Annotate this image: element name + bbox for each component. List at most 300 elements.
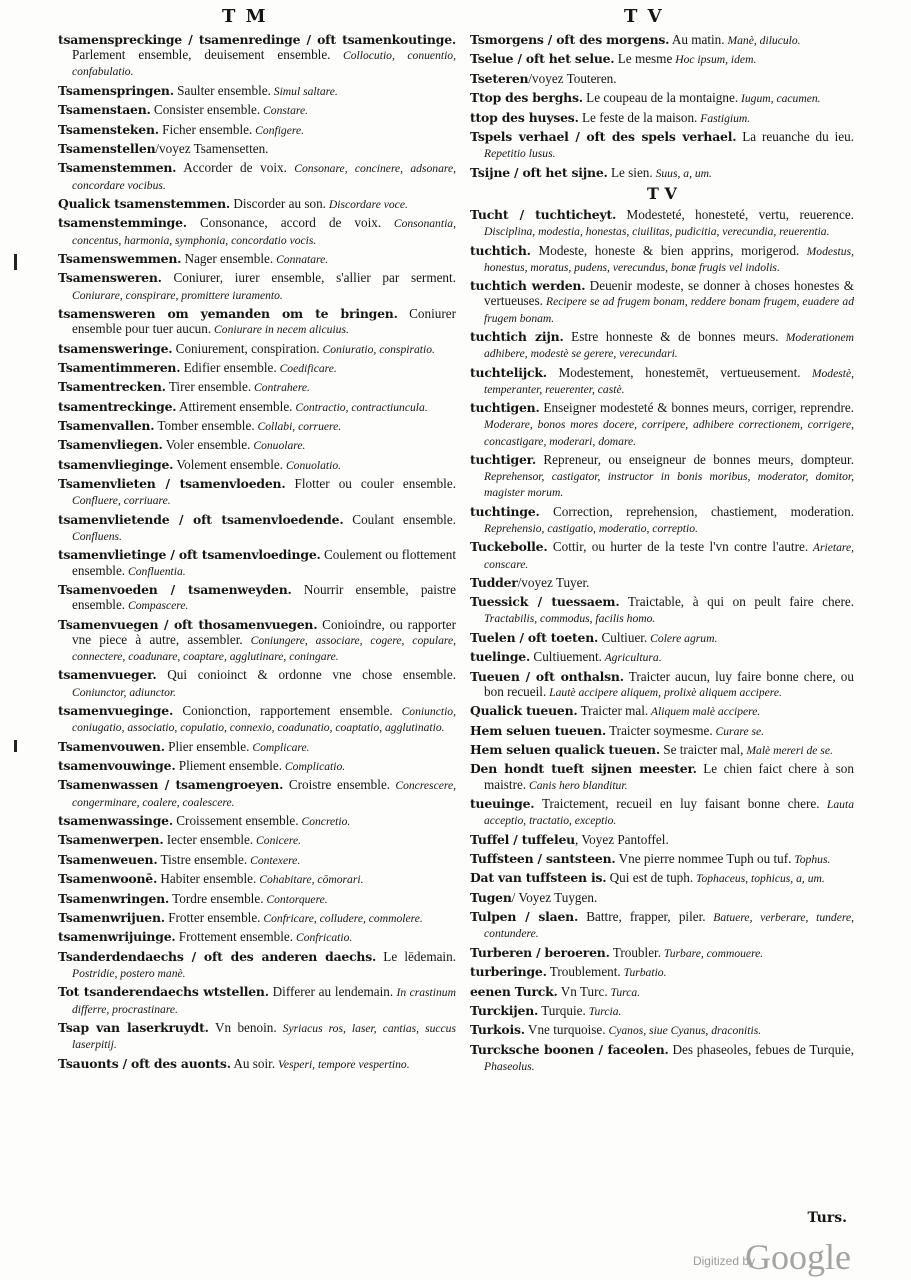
entry-headword: Tsamentrecken. bbox=[58, 379, 166, 395]
entry-latin-gloss: Turcia. bbox=[585, 1004, 622, 1018]
entry-french-gloss: /voyez Tuyer. bbox=[517, 574, 590, 590]
entry-french-gloss: Conioindre, ou rapporter vne piece à autre, assembler. bbox=[72, 616, 456, 647]
dictionary-entry bbox=[58, 83, 456, 99]
dictionary-entry bbox=[470, 890, 854, 906]
entry-headword: Tsamenwringen. bbox=[58, 890, 170, 906]
entry-headword: Tspels verhael / oft des spels verhael. bbox=[470, 128, 737, 144]
entry-french-gloss: Le feste de la maison. bbox=[578, 109, 698, 125]
entry-french-gloss: Cottir, ou hurter de la teste l'vn contre l'autre. bbox=[547, 539, 809, 555]
dictionary-entry bbox=[58, 196, 456, 212]
entry-headword: Tsamensteken. bbox=[58, 121, 159, 137]
entry-french-gloss: Conionction, rapportement ensemble. bbox=[173, 703, 393, 719]
entry-french-gloss: Coniurer ensemble pour tuer aucun. bbox=[72, 305, 456, 337]
dictionary-entry bbox=[58, 270, 456, 302]
entry-headword: tsamenvlietende / oft tsamenvloedende. bbox=[58, 511, 344, 527]
entry-french-gloss: Au matin. bbox=[669, 32, 725, 47]
entry-headword: tsamenvueginge. bbox=[58, 703, 174, 719]
entry-latin-gloss: Discordare voce. bbox=[325, 197, 408, 211]
entry-latin-gloss: Coniunctor, adiunctor. bbox=[72, 685, 177, 699]
entry-latin-gloss: Agricultura. bbox=[601, 651, 662, 665]
entry-latin-gloss: Tophus. bbox=[791, 853, 831, 866]
dictionary-entry bbox=[58, 457, 456, 473]
entry-latin-gloss: Configere. bbox=[252, 123, 305, 137]
dictionary-entry bbox=[58, 476, 456, 508]
entry-french-gloss: Modeste, honeste & bien apprins, morigerod. bbox=[530, 242, 800, 258]
entry-french-gloss: Nourrir ensemble, paistre ensemble. bbox=[72, 582, 456, 613]
dictionary-entry bbox=[58, 871, 456, 887]
entry-french-gloss: Nager ensemble. bbox=[181, 250, 274, 266]
margin-mark bbox=[14, 740, 17, 752]
entry-latin-gloss: Phaseolus. bbox=[484, 1059, 535, 1073]
dictionary-entry bbox=[470, 365, 854, 397]
dictionary-entry bbox=[58, 122, 456, 138]
dictionary-entry bbox=[470, 870, 854, 886]
dictionary-entry bbox=[58, 102, 456, 118]
dictionary-entry bbox=[470, 165, 854, 181]
entry-french-gloss: Ficher ensemble. bbox=[158, 121, 253, 137]
entry-headword: turberinge. bbox=[470, 964, 547, 980]
entry-headword: Den hondt tueft sijnen meester. bbox=[470, 761, 697, 777]
entry-headword: Tsamenweuen. bbox=[58, 851, 158, 867]
entry-french-gloss: Le sien. bbox=[607, 164, 653, 180]
entry-latin-gloss: Iugum, cacumen. bbox=[738, 92, 821, 106]
entry-headword: Tulpen / slaen. bbox=[470, 909, 579, 925]
dictionary-entry bbox=[470, 129, 854, 161]
entry-headword: Tsamenvliegen. bbox=[58, 437, 163, 453]
entry-latin-gloss: Disciplina, modestia, honestas, ciuilitas, pudicitia, verecundia, reuerentia. bbox=[484, 225, 830, 239]
dictionary-entry bbox=[470, 400, 854, 449]
entry-headword: Tsamenstaen. bbox=[58, 102, 151, 118]
entry-headword: Tsamenspringen. bbox=[58, 82, 174, 98]
entry-latin-gloss: Coedificare. bbox=[276, 361, 337, 375]
entry-latin-gloss: Contorquere. bbox=[263, 892, 328, 906]
entry-headword: Tsamenvoeden / tsamenweyden. bbox=[58, 582, 292, 598]
entry-french-gloss: Attirement ensemble. bbox=[176, 398, 293, 414]
dictionary-entry bbox=[58, 813, 456, 829]
entry-latin-gloss: Coniurare, conspirare, promittere iuramento. bbox=[72, 288, 283, 302]
entry-french-gloss: , Voyez Pantoffel. bbox=[574, 831, 669, 847]
entry-headword: Tsamenwerpen. bbox=[58, 832, 164, 848]
entry-latin-gloss: Canis hero blanditur. bbox=[526, 778, 628, 792]
entry-french-gloss: Correction, reprehension, chastiement, moderation. bbox=[539, 503, 854, 519]
entry-french-gloss: Troublement. bbox=[546, 964, 621, 980]
entry-french-gloss: Tordre ensemble. bbox=[169, 890, 264, 906]
entry-latin-gloss: Postridie, postero manè. bbox=[72, 966, 186, 980]
entry-french-gloss: Battre, frapper, piler. bbox=[578, 909, 706, 925]
entry-headword: Tuffel / tuffeleu bbox=[470, 831, 575, 847]
entry-headword: tsamenstemminge. bbox=[58, 215, 187, 231]
dictionary-entry bbox=[58, 929, 456, 945]
entry-headword: tsamenvlietinge / oft tsamenvloedinge. bbox=[58, 547, 321, 563]
entry-french-gloss: Modestement, honestemēt, vertueusement. bbox=[546, 364, 801, 380]
entry-headword: Qualick tsamenstemmen. bbox=[58, 195, 231, 211]
entry-french-gloss: Flotter ou couler ensemble. bbox=[285, 476, 456, 492]
entry-headword: tuchtich zijn. bbox=[470, 328, 564, 344]
entry-headword: Tsamensweren. bbox=[58, 270, 162, 286]
entry-headword: tsamenwassinge. bbox=[58, 812, 173, 828]
entry-french-gloss: La reuanche du ieu. bbox=[736, 128, 854, 144]
entry-headword: Tsamenstemmen. bbox=[58, 160, 177, 176]
entry-latin-gloss: Concrescere, congerminare, coalere, coalescere. bbox=[72, 779, 456, 809]
entry-french-gloss: Le mesme bbox=[614, 51, 673, 67]
entry-french-gloss: Voler ensemble. bbox=[162, 437, 251, 453]
entry-french-gloss: Le lēdemain. bbox=[376, 948, 456, 964]
entry-french-gloss: Le chien faict chere à son maistre. bbox=[484, 761, 854, 792]
entry-latin-gloss: Coniunctio, coniugatio, associatio, copulatio, connexio, coadunatio, coaptatio, agglutinatio. bbox=[72, 705, 456, 735]
entry-french-gloss: Qui conioinct & ordonne vne chose ensemble. bbox=[156, 667, 456, 683]
entry-french-gloss: Se traicter mal, bbox=[659, 742, 744, 758]
entry-french-gloss: Frotter ensemble. bbox=[164, 909, 261, 925]
entry-french-gloss: Traicter mal. bbox=[577, 703, 649, 719]
entry-headword: Hem seluen tueuen. bbox=[470, 722, 607, 738]
entry-latin-gloss: Coniurare in necem alicuius. bbox=[211, 323, 349, 337]
dictionary-entry bbox=[58, 341, 456, 357]
entry-latin-gloss: Manè, diluculo. bbox=[724, 34, 801, 47]
dictionary-entry bbox=[470, 1022, 854, 1038]
running-head-left: T M bbox=[222, 6, 268, 27]
dictionary-entry bbox=[58, 703, 456, 735]
entry-french-gloss: Traicter soymesme. bbox=[606, 722, 713, 738]
entry-headword: Turckijen. bbox=[470, 1002, 539, 1018]
entry-french-gloss: Parlement ensemble, deuisement ensemble. bbox=[72, 47, 331, 63]
entry-french-gloss: Tirer ensemble. bbox=[165, 379, 252, 395]
entry-french-gloss: Saulter ensemble. bbox=[173, 82, 271, 98]
entry-french-gloss: Au soir. bbox=[230, 1055, 276, 1071]
right-column-part-b bbox=[470, 207, 854, 1074]
entry-latin-gloss: In crastinum differre, procrastinare. bbox=[72, 986, 456, 1016]
entry-latin-gloss: Turbatio. bbox=[620, 966, 667, 980]
entry-latin-gloss: Turca. bbox=[607, 985, 641, 999]
entry-french-gloss: / Voyez Tuygen. bbox=[511, 889, 598, 905]
entry-headword: Tsauonts / oft des auonts. bbox=[58, 1055, 231, 1071]
entry-french-gloss: Volement ensemble. bbox=[173, 456, 284, 472]
entry-headword: Tsamenvuegen / oft thosamenvuegen. bbox=[58, 616, 318, 632]
dictionary-entry bbox=[470, 984, 854, 1000]
dictionary-entry bbox=[470, 243, 854, 275]
dictionary-entry bbox=[58, 141, 456, 157]
dictionary-entry bbox=[470, 32, 854, 48]
dictionary-entry bbox=[470, 761, 854, 792]
dictionary-entry bbox=[58, 418, 456, 434]
entry-headword: Tselue / oft het selue. bbox=[470, 51, 615, 67]
entry-latin-gloss: Coniuratio, conspiratio. bbox=[319, 342, 435, 356]
entry-french-gloss: Traictement, recueil en luy faisant bonne chere. bbox=[534, 796, 820, 812]
entry-latin-gloss: Curare se. bbox=[712, 724, 765, 738]
entry-french-gloss: Iecter ensemble. bbox=[163, 832, 254, 848]
dictionary-entry bbox=[58, 1020, 456, 1052]
entry-latin-gloss: Consonare, concinere, adsonare, concordare vocibus. bbox=[72, 162, 456, 192]
entry-headword: Tseteren bbox=[470, 70, 529, 86]
entry-latin-gloss: Conuolare. bbox=[250, 439, 306, 453]
dictionary-entry bbox=[58, 32, 456, 80]
entry-french-gloss: Croistre ensemble. bbox=[283, 777, 391, 793]
dictionary-entry bbox=[470, 630, 854, 646]
entry-headword: tsamensweren om yemanden om te bringen. bbox=[58, 305, 398, 321]
dictionary-entry bbox=[470, 669, 854, 700]
entry-latin-gloss: Simul saltare. bbox=[270, 84, 338, 98]
dictionary-entry bbox=[58, 437, 456, 453]
entry-headword: tuchtinge. bbox=[470, 503, 540, 519]
dictionary-entry bbox=[58, 617, 456, 665]
dictionary-entry bbox=[58, 160, 456, 192]
catchword: Turs. bbox=[807, 1210, 847, 1226]
entry-latin-gloss: Modestè, temperanter, reuerenter, castè. bbox=[484, 366, 854, 396]
dictionary-entry bbox=[470, 649, 854, 665]
entry-latin-gloss: Suus, a, um. bbox=[652, 166, 712, 180]
dictionary-entry bbox=[58, 758, 456, 774]
entry-headword: Tsamenwrijuen. bbox=[58, 909, 165, 925]
dictionary-entry bbox=[470, 945, 854, 961]
running-head-right: T V bbox=[624, 6, 664, 27]
entry-french-gloss: Vne turquoise. bbox=[524, 1022, 606, 1038]
entry-latin-gloss: Confricare, colludere, commolere. bbox=[260, 911, 423, 925]
dictionary-entry bbox=[58, 910, 456, 926]
entry-latin-gloss: Colere agrum. bbox=[647, 631, 718, 645]
entry-headword: Tudder bbox=[470, 574, 518, 590]
dictionary-entry bbox=[470, 851, 854, 867]
entry-latin-gloss: Contexere. bbox=[247, 853, 301, 867]
entry-french-gloss: Des phaseoles, febues de Turquie, bbox=[668, 1041, 854, 1057]
entry-headword: Tucht / tuchticheyt. bbox=[470, 206, 617, 222]
margin-mark bbox=[14, 254, 17, 270]
entry-headword: tsamenvueger. bbox=[58, 667, 157, 683]
dictionary-entry bbox=[58, 379, 456, 395]
entry-latin-gloss: Tractabilis, commodus, facilis homo. bbox=[484, 612, 656, 626]
dictionary-entry bbox=[58, 306, 456, 337]
entry-latin-gloss: Arietare, conscare. bbox=[484, 541, 855, 571]
dictionary-entry bbox=[470, 594, 854, 626]
entry-latin-gloss: Confluens. bbox=[72, 530, 122, 544]
entry-french-gloss: Croissement ensemble. bbox=[172, 812, 299, 828]
entry-headword: Tsamenvlieten / tsamenvloeden. bbox=[58, 476, 286, 492]
dictionary-entry bbox=[470, 90, 854, 106]
dictionary-entry bbox=[470, 329, 854, 361]
entry-french-gloss: Tistre ensemble. bbox=[157, 851, 248, 867]
entry-french-gloss: Consister ensemble. bbox=[150, 102, 261, 118]
entry-headword: Turberen / beroeren. bbox=[470, 944, 610, 960]
entry-latin-gloss: Moderationem adhibere, modestè se gerere, verecundari. bbox=[484, 330, 854, 361]
dictionary-entry bbox=[58, 547, 456, 578]
entry-french-gloss: Traicter aucun, luy faire bonne chere, ou bon recueil. bbox=[484, 668, 854, 699]
dictionary-entry bbox=[470, 723, 854, 739]
entry-headword: eenen Turck. bbox=[470, 983, 558, 999]
entry-french-gloss: Estre honneste & de bonnes meurs. bbox=[563, 328, 779, 344]
entry-latin-gloss: Repetitio lusus. bbox=[484, 147, 556, 161]
entry-french-gloss: Traictable, à qui on peult faire chere. bbox=[619, 594, 855, 610]
entry-headword: Tuckebolle. bbox=[470, 539, 548, 555]
dictionary-entry bbox=[58, 777, 456, 809]
dictionary-entry bbox=[470, 575, 854, 591]
dictionary-entry bbox=[58, 852, 456, 868]
entry-french-gloss: Repreneur, ou enseigneur de bonnes meurs, dompteur. bbox=[535, 451, 854, 467]
dictionary-entry bbox=[58, 891, 456, 907]
dictionary-entry bbox=[470, 110, 854, 126]
entry-latin-gloss: Compascere. bbox=[125, 599, 189, 613]
entry-french-gloss: /voyez Tsamensetten. bbox=[155, 140, 269, 156]
dictionary-entry bbox=[58, 215, 456, 247]
dictionary-entry bbox=[58, 512, 456, 544]
entry-headword: Tsamenvallen. bbox=[58, 418, 155, 434]
dictionary-entry bbox=[470, 796, 854, 828]
dictionary-entry bbox=[470, 703, 854, 719]
entry-latin-gloss: Tophaceus, tophicus, a, um. bbox=[693, 872, 825, 886]
entry-latin-gloss: Lauta acceptio, tractatio, exceptio. bbox=[484, 798, 854, 828]
entry-latin-gloss: Complicare. bbox=[249, 740, 310, 754]
entry-headword: Ttop des berghs. bbox=[470, 90, 583, 106]
entry-french-gloss: Coulant ensemble. bbox=[343, 511, 456, 527]
entry-latin-gloss: Syriacus ros, laser, cantias, succus laserpitij. bbox=[72, 1021, 456, 1052]
entry-headword: Tuessick / tuessaem. bbox=[470, 594, 620, 610]
entry-french-gloss: Deuenir modeste, se donner à choses honestes & vertueuses. bbox=[484, 278, 854, 309]
entry-headword: Qualick tueuen. bbox=[470, 703, 578, 719]
entry-headword: Tsijne / oft het sijne. bbox=[470, 164, 608, 180]
entry-headword: Dat van tuffsteen is. bbox=[470, 870, 607, 886]
entry-latin-gloss: Cyanos, siue Cyanus, draconitis. bbox=[605, 1024, 762, 1038]
entry-french-gloss: Edifier ensemble. bbox=[180, 359, 277, 375]
entry-headword: tsamensweringe. bbox=[58, 340, 173, 356]
entry-french-gloss: Cultiuement. bbox=[530, 649, 602, 665]
entry-headword: tsamentreckinge. bbox=[58, 398, 177, 414]
entry-headword: Tsamenwoonē. bbox=[58, 871, 158, 887]
dictionary-entry bbox=[470, 278, 854, 326]
entry-french-gloss: Le coupeau de la montaigne. bbox=[582, 90, 739, 106]
entry-latin-gloss: Fastigium. bbox=[697, 111, 751, 125]
entry-french-gloss: Coniurer, iurer ensemble, s'allier par serment. bbox=[161, 270, 456, 286]
entry-headword: Hem seluen qualick tueuen. bbox=[470, 742, 660, 758]
dictionary-entry bbox=[58, 832, 456, 848]
dictionary-entry bbox=[58, 949, 456, 981]
dictionary-entry bbox=[470, 71, 854, 87]
entry-headword: ttop des huyses. bbox=[470, 109, 579, 125]
dictionary-entry bbox=[470, 539, 854, 571]
entry-french-gloss: Qui est de tuph. bbox=[606, 870, 694, 886]
entry-french-gloss: Pliement ensemble. bbox=[175, 758, 283, 773]
entry-headword: tuchtiger. bbox=[470, 451, 536, 467]
entry-latin-gloss: Vesperi, tempore vespertino. bbox=[275, 1057, 410, 1071]
right-column bbox=[470, 32, 854, 1077]
entry-headword: Tsmorgens / oft des morgens. bbox=[470, 32, 670, 47]
entry-headword: Tuelen / oft toeten. bbox=[470, 629, 599, 645]
entry-latin-gloss: Confluere, corriuare. bbox=[72, 494, 171, 508]
dictionary-entry bbox=[58, 582, 456, 613]
entry-french-gloss: Coniurement, conspiration. bbox=[172, 340, 320, 356]
entry-latin-gloss: Recipere se ad frugem bonam, reddere bonam frugem, euadere ad frugem bonam. bbox=[484, 295, 854, 325]
dictionary-entry bbox=[58, 984, 456, 1016]
entry-french-gloss: Frottement ensemble. bbox=[175, 929, 294, 945]
dictionary-entry bbox=[58, 667, 456, 699]
dictionary-entry bbox=[58, 739, 456, 755]
entry-french-gloss: Accorder de voix. bbox=[176, 160, 287, 176]
entry-latin-gloss: Modestus, honestus, moratus, pudens, verecundus, bonæ frugis vel indolis. bbox=[484, 244, 854, 274]
entry-french-gloss: Troubler. bbox=[609, 944, 662, 960]
left-column bbox=[58, 32, 456, 1075]
entry-latin-gloss: Confluentia. bbox=[125, 564, 186, 578]
entry-latin-gloss: Collocutio, conuentio, confabulatio. bbox=[72, 49, 456, 79]
entry-headword: Tuffsteen / santsteen. bbox=[470, 851, 616, 866]
entry-latin-gloss: Moderare, bonos mores docere, corripere, adhibere correctionem, corrigere, concastigare, moderari, domare. bbox=[484, 418, 854, 448]
dictionary-entry bbox=[470, 1003, 854, 1019]
right-column-part-a bbox=[470, 32, 854, 181]
entry-french-gloss: Vn benoin. bbox=[208, 1019, 277, 1035]
entry-french-gloss: Tomber ensemble. bbox=[154, 418, 255, 434]
entry-latin-gloss: Conicere. bbox=[253, 834, 302, 848]
entry-headword: Tsanderdendaechs / oft des anderen daechs. bbox=[58, 948, 377, 964]
entry-headword: Tueuen / oft onthalsn. bbox=[470, 668, 624, 684]
entry-headword: Turkois. bbox=[470, 1022, 525, 1038]
entry-french-gloss: Cultiuer. bbox=[598, 629, 648, 645]
entry-french-gloss: Enseigner modesteté & bonnes meurs, corriger, reprendre. bbox=[539, 400, 854, 416]
google-logo: Google bbox=[745, 1237, 851, 1277]
entry-headword: tuchtich. bbox=[470, 242, 531, 258]
entry-headword: tueuinge. bbox=[470, 796, 535, 812]
entry-latin-gloss: Conuolatio. bbox=[283, 458, 342, 472]
entry-latin-gloss: Aliquem malè accipere. bbox=[648, 705, 761, 719]
entry-french-gloss: /voyez Touteren. bbox=[528, 70, 617, 86]
dictionary-entry bbox=[470, 742, 854, 758]
entry-french-gloss: Plier ensemble. bbox=[164, 738, 250, 754]
entry-latin-gloss: Malè mereri de se. bbox=[743, 744, 833, 758]
entry-french-gloss: Turquie. bbox=[538, 1002, 586, 1018]
entry-french-gloss: Differer au lendemain. bbox=[268, 984, 394, 1000]
entry-headword: tsamenwrijuinge. bbox=[58, 929, 176, 945]
entry-french-gloss: Discorder au son. bbox=[230, 195, 326, 211]
entry-headword: tsamenvlieginge. bbox=[58, 456, 174, 472]
entry-latin-gloss: Turbare, commouere. bbox=[661, 946, 764, 960]
entry-headword: tuchtich werden. bbox=[470, 278, 586, 294]
dictionary-entry bbox=[470, 207, 854, 239]
dictionary-entry bbox=[58, 251, 456, 267]
entry-latin-gloss: Lautè accipere aliquem, prolixè aliquem accipere. bbox=[546, 685, 782, 699]
digitized-by-label: Digitized by bbox=[692, 1254, 755, 1268]
entry-latin-gloss: Consonantia, concentus, harmonia, symphonia, concordatio vocis. bbox=[72, 217, 456, 247]
entry-headword: Turcksche boonen / faceolen. bbox=[470, 1041, 669, 1057]
entry-headword: Tot tsanderendaechs wtstellen. bbox=[58, 984, 269, 1000]
dictionary-entry bbox=[470, 51, 854, 67]
dictionary-entry bbox=[58, 1056, 456, 1072]
entry-headword: Tugen bbox=[470, 889, 512, 905]
entry-headword: Tsap van laserkruydt. bbox=[58, 1019, 209, 1035]
entry-latin-gloss: Coniungere, associare, cogere, copulare, connectere, coadunare, coaptare, agglutinare, coningare. bbox=[72, 633, 456, 664]
dictionary-entry bbox=[58, 399, 456, 415]
dictionary-entry bbox=[58, 360, 456, 376]
entry-french-gloss: Modesteté, honesteté, vertu, reuerence. bbox=[616, 206, 854, 222]
entry-headword: tsamenspreckinge / tsamenredinge / oft tsamenkoutinge. bbox=[58, 32, 456, 47]
entry-headword: Tsamenstellen bbox=[58, 140, 156, 156]
entry-french-gloss: Vne pierre nommee Tuph ou tuf. bbox=[615, 851, 792, 866]
entry-latin-gloss: Connatare. bbox=[273, 252, 329, 266]
entry-french-gloss: Consonance, accord de voix. bbox=[186, 215, 382, 231]
entry-latin-gloss: Cohabitare, cōmorari. bbox=[256, 873, 364, 887]
entry-latin-gloss: Concretio. bbox=[298, 814, 351, 828]
entry-headword: Tsamenwassen / tsamengroeyen. bbox=[58, 777, 284, 793]
entry-latin-gloss: Contractio, contractiuncula. bbox=[292, 400, 428, 414]
entry-latin-gloss: Reprehensor, castigator, instructor in bonis moribus, moderator, domitor, magister morum. bbox=[484, 470, 854, 500]
entry-french-gloss: Habiter ensemble. bbox=[157, 871, 257, 887]
section-mark: T V bbox=[647, 183, 677, 203]
dictionary-entry bbox=[470, 1042, 854, 1074]
entry-latin-gloss: Confricatio. bbox=[293, 931, 353, 945]
dictionary-entry bbox=[470, 452, 854, 501]
entry-latin-gloss: Reprehensio, castigatio, moderatio, correptio. bbox=[484, 521, 698, 535]
entry-headword: tuelinge. bbox=[470, 649, 531, 665]
entry-latin-gloss: Collabi, corruere. bbox=[254, 420, 342, 434]
entry-headword: tsamenvouwinge. bbox=[58, 758, 176, 773]
entry-french-gloss: Vn Turc. bbox=[557, 983, 608, 999]
entry-latin-gloss: Complicatio. bbox=[282, 760, 346, 773]
entry-headword: Tsamenvouwen. bbox=[58, 738, 165, 754]
entry-latin-gloss: Hoc ipsum, idem. bbox=[672, 53, 757, 67]
dictionary-entry bbox=[470, 909, 854, 941]
